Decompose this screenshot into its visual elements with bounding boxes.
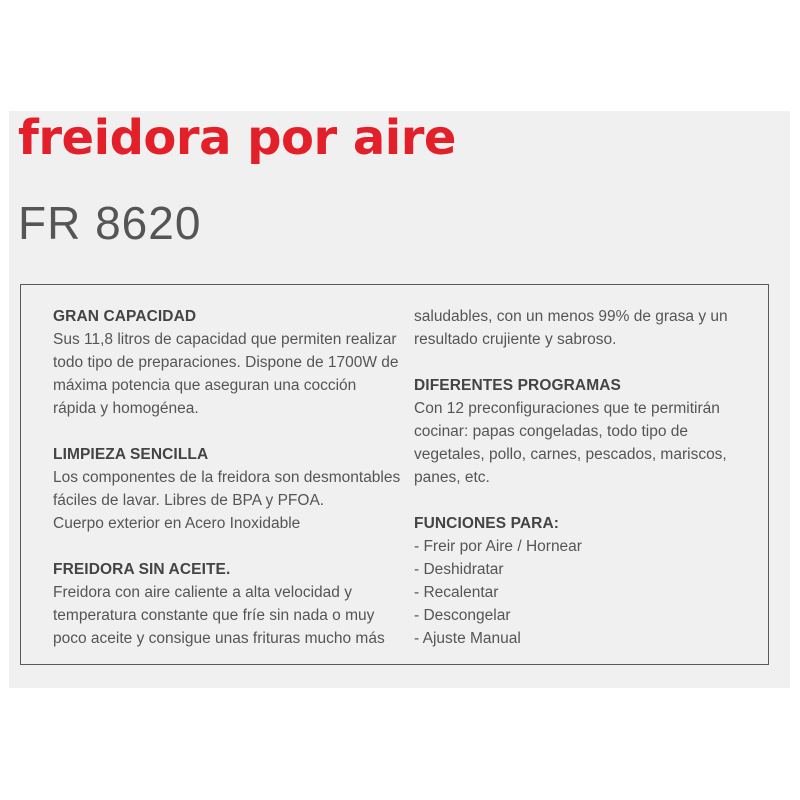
section-sin-aceite-continued <box>414 305 764 351</box>
section-line: Con 12 preconfiguraciones que te permitirán <box>414 400 720 417</box>
section-line: Sus 11,8 litros de capacidad que permiten realizar <box>53 331 397 348</box>
section-line: Freidora con aire caliente a alta velocidad y <box>53 584 352 601</box>
product-title: freidora por aire <box>18 110 456 166</box>
section-gran-capacidad <box>53 305 408 420</box>
list-item: - Recalentar <box>414 584 499 601</box>
specs-column-left <box>53 305 408 673</box>
list-item: - Descongelar <box>414 607 511 624</box>
section-line: Los componentes de la freidora son desmontables <box>53 469 401 486</box>
section-line: poco aceite y consigue unas frituras mucho más <box>53 630 385 647</box>
section-line: vegetales, pollo, carnes, pescados, mariscos, <box>414 446 727 463</box>
section-line: todo tipo de preparaciones. Dispone de 1700W de <box>53 354 399 371</box>
section-programas <box>414 374 764 489</box>
section-limpieza <box>53 443 408 535</box>
section-heading: FREIDORA SIN ACEITE. <box>53 561 231 578</box>
section-funciones <box>414 512 764 650</box>
section-heading: GRAN CAPACIDAD <box>53 308 197 325</box>
product-model: FR 8620 <box>18 197 202 249</box>
section-heading: FUNCIONES PARA: <box>414 515 560 532</box>
list-item: - Freir por Aire / Hornear <box>414 538 582 555</box>
section-line: rápida y homogénea. <box>53 400 199 417</box>
section-line: cocinar: papas congeladas, todo tipo de <box>414 423 689 440</box>
section-line: resultado crujiente y sabroso. <box>414 331 617 348</box>
list-item: - Ajuste Manual <box>414 630 521 647</box>
section-heading: LIMPIEZA SENCILLA <box>53 446 209 463</box>
section-heading: DIFERENTES PROGRAMAS <box>414 377 621 394</box>
section-line: máxima potencia que aseguran una cocción <box>53 377 357 394</box>
list-item: - Deshidratar <box>414 561 504 578</box>
section-line: Cuerpo exterior en Acero Inoxidable <box>53 515 301 532</box>
specs-column-right <box>414 305 764 673</box>
specs-box <box>20 284 769 665</box>
section-line: temperatura constante que fríe sin nada o muy <box>53 607 375 624</box>
section-line: panes, etc. <box>414 469 490 486</box>
section-line: fáciles de lavar. Libres de BPA y PFOA. <box>53 492 325 509</box>
section-sin-aceite <box>53 558 408 650</box>
section-line: saludables, con un menos 99% de grasa y un <box>414 308 728 325</box>
